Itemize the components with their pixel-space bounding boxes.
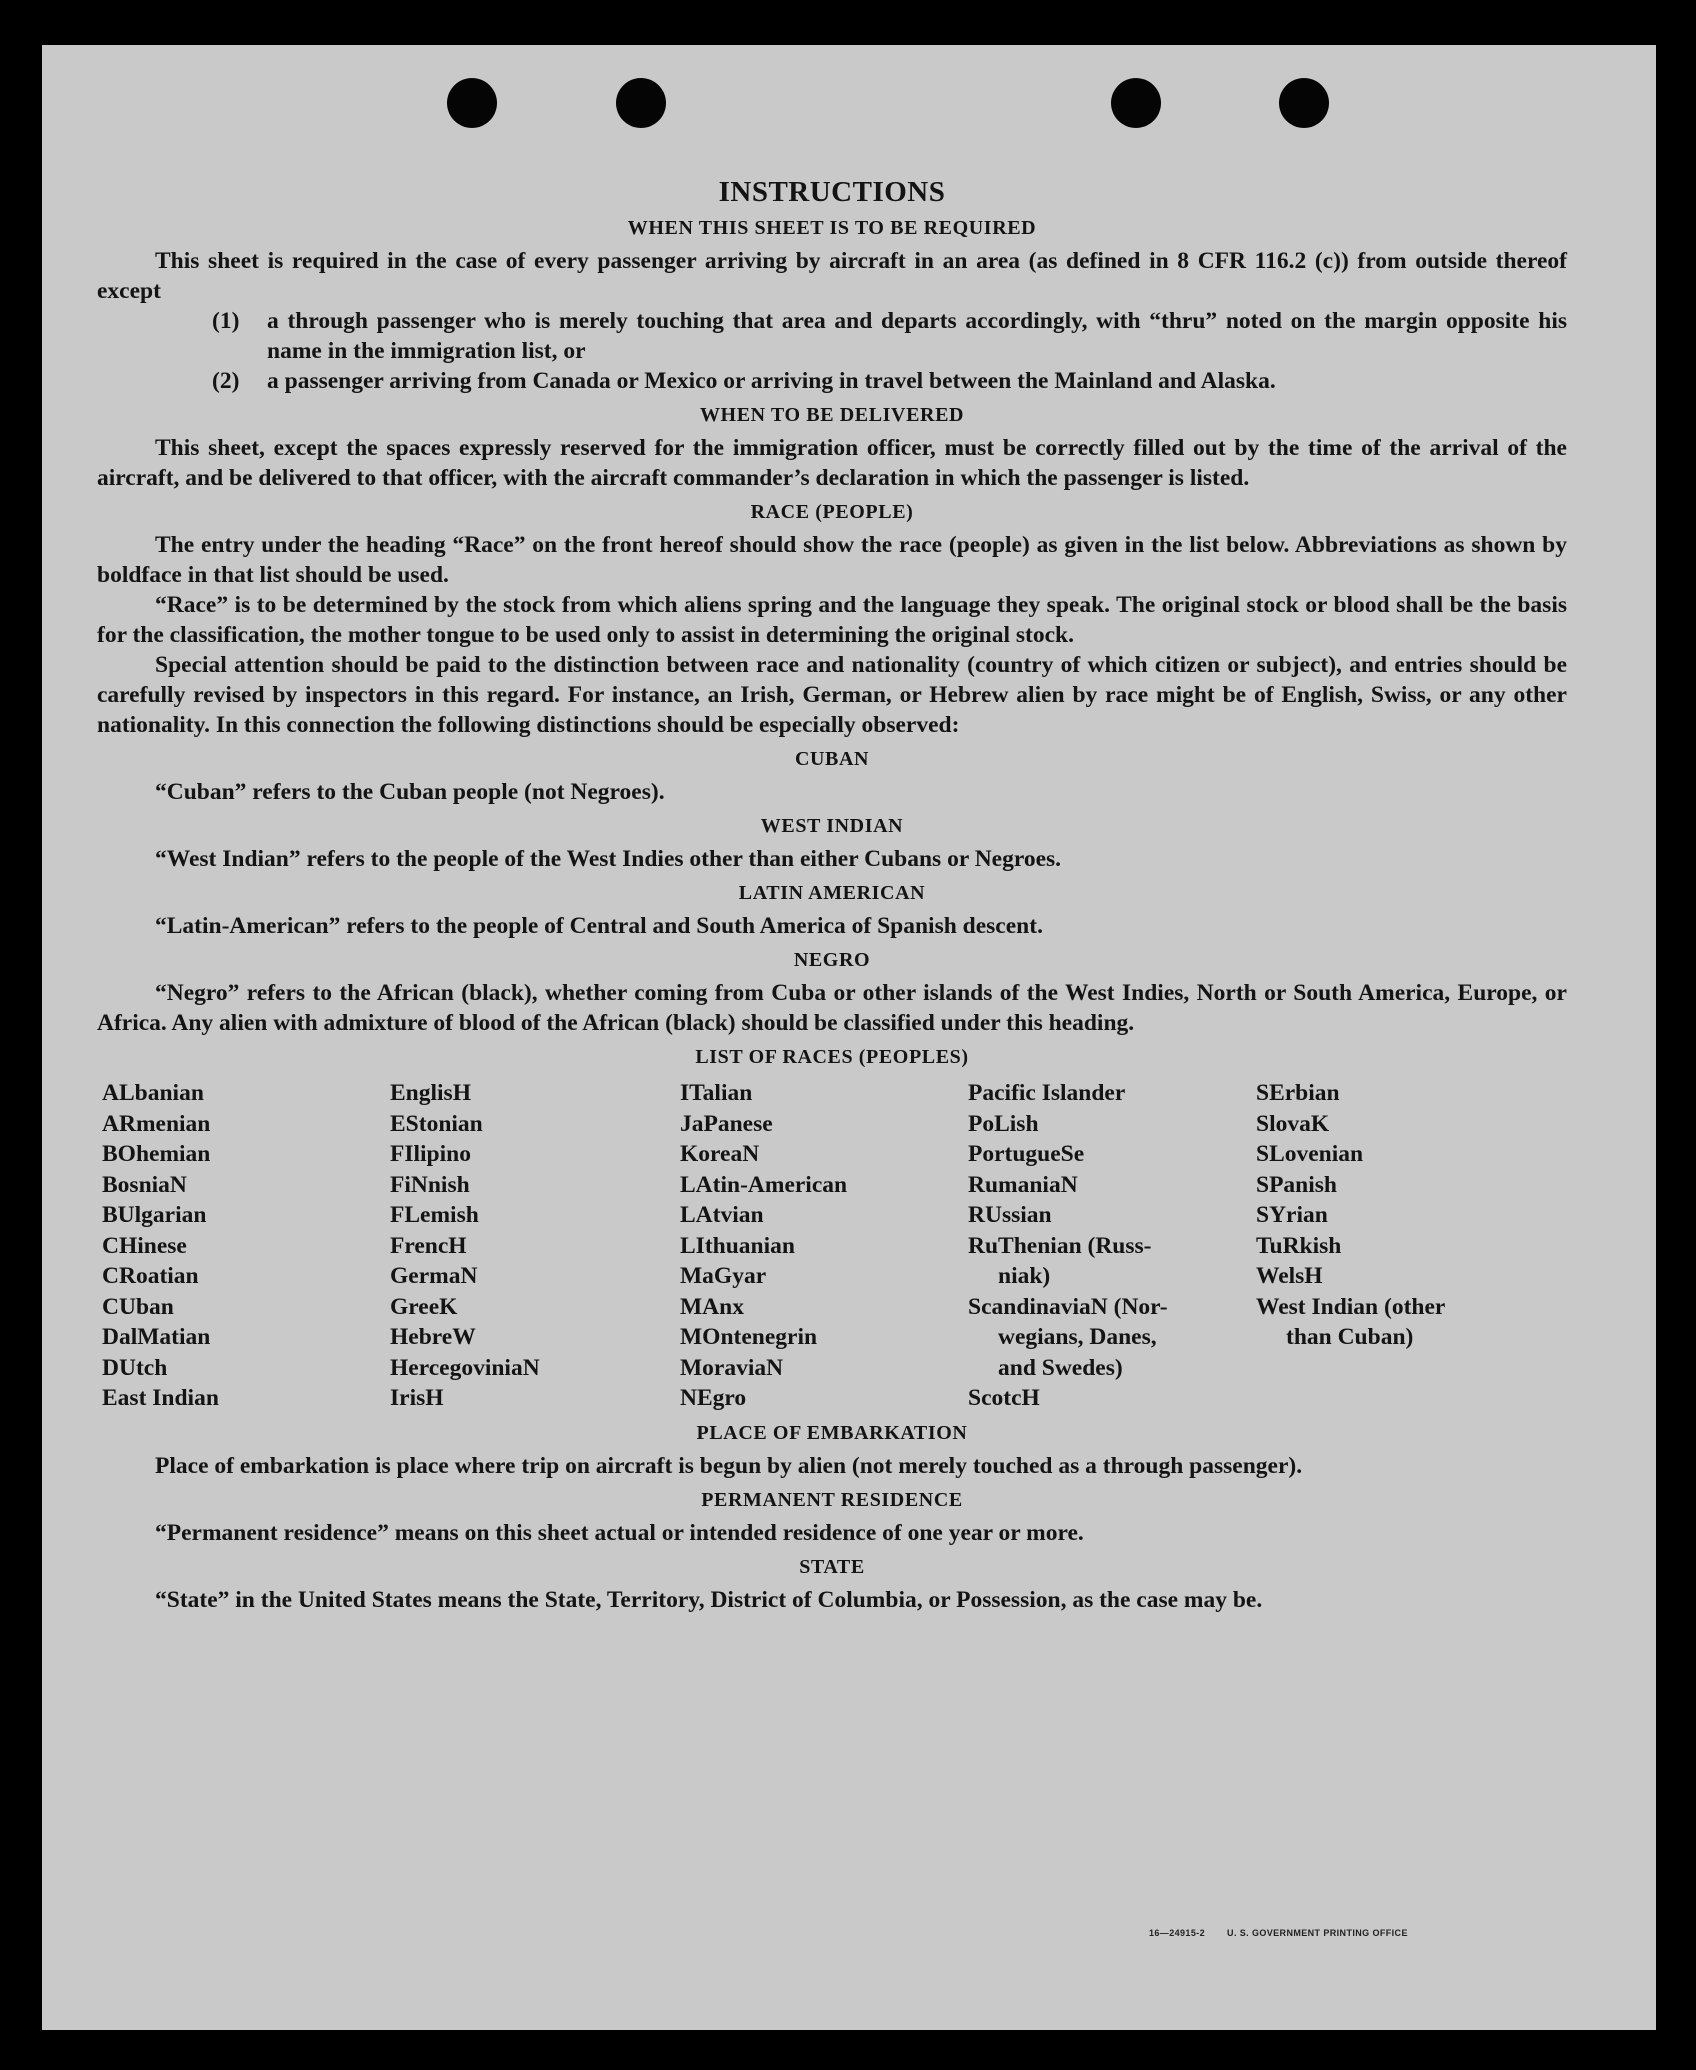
- race-entry: ALbanian: [102, 1080, 204, 1106]
- punch-hole: [447, 78, 497, 128]
- section-heading-negro: NEGRO: [793, 949, 871, 971]
- list-item: [97, 366, 1567, 396]
- section-heading-cuban: CUBAN: [794, 748, 870, 770]
- section-heading-west-indian: WEST INDIAN: [760, 815, 904, 837]
- list-item-text: a passenger arriving from Canada or Mexico or arriving in travel between the Mainland and Alaska.: [267, 368, 1276, 394]
- section-heading-residence: PERMANENT RESIDENCE: [701, 1488, 963, 1511]
- race-entry-continuation: than Cuban): [1286, 1324, 1414, 1350]
- race-entry: DUtch: [102, 1354, 168, 1381]
- race-entry: SErbian: [1256, 1080, 1340, 1106]
- race-entry: ITalian: [680, 1080, 753, 1106]
- form-code: 16—24915-2: [1149, 1928, 1206, 1938]
- race-entry: KoreaN: [680, 1141, 760, 1167]
- cuban-text: “Cuban” refers to the Cuban people (not Negroes).: [155, 779, 665, 805]
- race-entry: Pacific Islander: [968, 1080, 1126, 1106]
- section-heading-latin-american: LATIN AMERICAN: [738, 882, 926, 904]
- residence-text: “Permanent residence” means on this sheet actual or intended residence of one year or more.: [155, 1519, 1084, 1546]
- race-entry: BUlgarian: [102, 1202, 207, 1228]
- race-entry: CUban: [102, 1293, 174, 1320]
- race-entry: CRoatian: [102, 1263, 199, 1289]
- race-entry-continuation: wegians, Danes,: [998, 1324, 1157, 1350]
- race-entry: GermaN: [390, 1263, 478, 1289]
- race-entry: GreeK: [390, 1293, 458, 1320]
- punch-hole: [616, 78, 666, 128]
- race-entry: RuThenian (Russ-: [968, 1232, 1152, 1259]
- latin-american-text: “Latin-American” refers to the people of Central and South America of Spanish descent.: [155, 913, 1043, 939]
- section-heading-race: RACE (PEOPLE): [750, 501, 914, 523]
- section-heading-list-of-races: LIST OF RACES (PEOPLES): [695, 1046, 969, 1068]
- printer-imprint: [1149, 1928, 1430, 1938]
- race-entry: MAnx: [680, 1293, 744, 1320]
- list-item-number: (2): [212, 368, 240, 394]
- race-entry: TuRkish: [1256, 1232, 1342, 1259]
- list-item-number: (1): [212, 308, 240, 334]
- race-entry: MoraviaN: [680, 1354, 784, 1381]
- race-entry: MOntenegrin: [680, 1324, 818, 1350]
- race-entry: HercegoviniaN: [390, 1354, 540, 1381]
- race-paragraph-2: “Race” is to be determined by the stock from which aliens spring and the language they speak. The original stock or blood shall be the basis for the classification, the mother tongue to be used only to assist in determining the original stock.: [97, 592, 1567, 648]
- instructions-body: [97, 175, 1567, 1615]
- race-entry: SLovenian: [1256, 1141, 1364, 1167]
- punch-hole: [1279, 78, 1329, 128]
- race-entry: LAtvian: [680, 1202, 764, 1228]
- embarkation-text: Place of embarkation is place where trip on aircraft is begun by alien (not merely touched as a through passenger).: [155, 1452, 1303, 1479]
- race-entry: SlovaK: [1256, 1110, 1330, 1137]
- race-paragraph-1: The entry under the heading “Race” on the front hereof should show the race (people) as given in the list below. Abbreviations as shown by boldface in that list should be used.: [97, 532, 1567, 588]
- race-entry: EnglisH: [390, 1080, 471, 1106]
- race-entry: WelsH: [1256, 1263, 1323, 1289]
- state-text: “State” in the United States means the State, Territory, District of Columbia, or Possession, as the case may be.: [155, 1586, 1263, 1613]
- page-title: INSTRUCTIONS: [718, 176, 946, 208]
- race-entry: PoLish: [968, 1110, 1039, 1137]
- race-entry: West Indian (other: [1256, 1293, 1446, 1320]
- section-heading-state: STATE: [799, 1555, 865, 1578]
- race-entry: EStonian: [390, 1110, 483, 1137]
- races-column: [1256, 1078, 1506, 1414]
- races-column: [102, 1078, 390, 1414]
- section-heading-required: WHEN THIS SHEET IS TO BE REQUIRED: [627, 217, 1037, 239]
- race-entry: PortugueSe: [968, 1141, 1085, 1167]
- race-entry: CHinese: [102, 1232, 187, 1259]
- race-entry: FrencH: [390, 1232, 467, 1259]
- west-indian-text: “West Indian” refers to the people of the West Indies other than either Cubans or Negroes.: [155, 846, 1062, 872]
- race-entry: JaPanese: [680, 1110, 773, 1137]
- races-column: [390, 1078, 680, 1414]
- race-entry: ScotcH: [968, 1385, 1040, 1411]
- race-entry: FiNnish: [390, 1171, 470, 1198]
- race-entry: LIthuanian: [680, 1232, 795, 1259]
- required-intro: This sheet is required in the case of every passenger arriving by aircraft in an area (as defined in 8 CFR 116.2 (c)) from outside thereof except: [97, 248, 1567, 304]
- races-column: [680, 1078, 968, 1414]
- race-entry-continuation: niak): [998, 1263, 1051, 1289]
- race-entry: LAtin-American: [680, 1171, 848, 1198]
- race-entry: FLemish: [390, 1202, 479, 1228]
- race-entry: RumaniaN: [968, 1171, 1078, 1198]
- races-list: [97, 1078, 1567, 1414]
- section-heading-embarkation: PLACE OF EMBARKATION: [696, 1421, 968, 1444]
- race-entry: RUssian: [968, 1202, 1052, 1228]
- document-page: [42, 45, 1656, 2030]
- race-entry: IrisH: [390, 1385, 444, 1411]
- race-entry: BosniaN: [102, 1171, 187, 1198]
- race-entry: NEgro: [680, 1385, 747, 1411]
- race-entry: FIlipino: [390, 1141, 471, 1167]
- delivered-text: This sheet, except the spaces expressly reserved for the immigration officer, must be correctly filled out by the time of the arrival of the aircraft, and be delivered to that officer, with the aircraft commander’s declaration in which the passenger is listed.: [97, 435, 1567, 491]
- punch-hole: [1111, 78, 1161, 128]
- list-item-text: a through passenger who is merely touching that area and departs accordingly, with “thru” noted on the margin opposite his name in the immigration list, or: [267, 308, 1567, 364]
- race-entry: SPanish: [1256, 1171, 1337, 1198]
- races-column: [968, 1078, 1256, 1414]
- printer-name: U. S. GOVERNMENT PRINTING OFFICE: [1227, 1928, 1408, 1938]
- race-entry-continuation: and Swedes): [998, 1354, 1123, 1381]
- list-item: [97, 306, 1567, 366]
- race-entry: ARmenian: [102, 1110, 211, 1137]
- race-entry: BOhemian: [102, 1141, 211, 1167]
- race-entry: DalMatian: [102, 1324, 211, 1350]
- negro-text: “Negro” refers to the African (black), whether coming from Cuba or other islands of the West Indies, North or South America, Europe, or Africa. Any alien with admixture of blood of the African (black) should be classified under this heading.: [97, 980, 1567, 1036]
- race-paragraph-3: Special attention should be paid to the distinction between race and nationality (country of which citizen or subject), and entries should be carefully revised by inspectors in this regard. For instance, an Irish, German, or Hebrew alien by race might be of English, Swiss, or any other nationality. In this connection the following distinctions should be especially observed:: [97, 652, 1567, 738]
- race-entry: East Indian: [102, 1385, 219, 1411]
- section-heading-delivered: WHEN TO BE DELIVERED: [699, 404, 965, 426]
- race-entry: ScandinaviaN (Nor-: [968, 1293, 1168, 1320]
- race-entry: MaGyar: [680, 1263, 767, 1289]
- race-entry: HebreW: [390, 1324, 476, 1350]
- race-entry: SYrian: [1256, 1202, 1328, 1228]
